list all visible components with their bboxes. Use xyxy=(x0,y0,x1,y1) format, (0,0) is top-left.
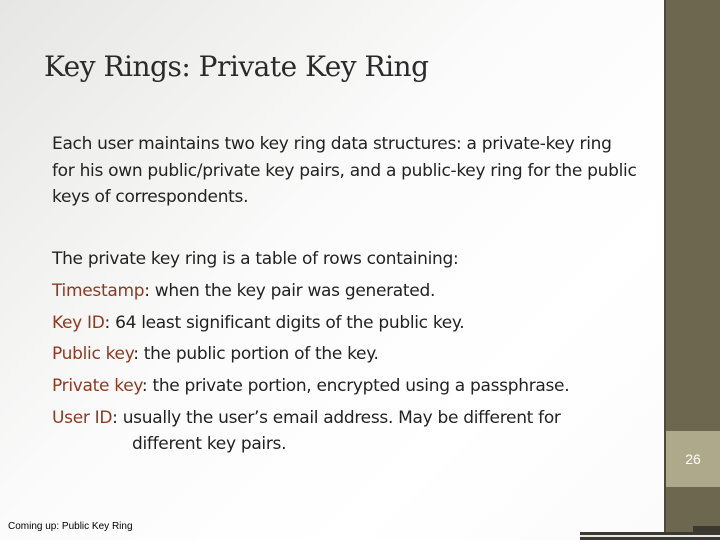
field-item-key-id xyxy=(52,310,662,337)
field-item-user-id xyxy=(52,405,662,458)
field-description: the private portion, encrypted using a passphrase. xyxy=(152,376,570,397)
bottom-accent-line xyxy=(580,535,720,537)
field-item-private-key xyxy=(52,373,662,400)
field-separator: : xyxy=(141,376,153,397)
field-separator: : xyxy=(133,344,144,365)
intro-paragraph: Each user maintains two key ring data structures: a private-key ring for his own public/private key pairs, and a public-key ring for the public keys of correspondents. xyxy=(52,134,637,207)
field-term: Private key xyxy=(52,376,142,397)
footer-next-topic: Coming up: Public Key Ring xyxy=(8,521,133,532)
field-separator: : xyxy=(112,407,123,428)
field-list xyxy=(52,278,662,463)
field-description-continued: different key pairs. xyxy=(132,434,287,455)
field-term: Public key xyxy=(52,344,134,365)
field-item-public-key xyxy=(52,341,662,368)
field-term: Key ID xyxy=(52,312,105,333)
bottom-accent-tab xyxy=(693,526,720,532)
field-term: Timestamp xyxy=(52,281,145,301)
field-description: 64 least significant digits of the public key. xyxy=(115,312,465,333)
field-description: the public portion of the key. xyxy=(143,344,379,365)
list-lead: The private key ring is a table of rows containing: xyxy=(52,249,459,269)
field-description: when the key pair was generated. xyxy=(154,281,436,301)
field-description: usually the user’s email address. May be different for xyxy=(122,407,561,428)
slide-title: Key Rings: Private Key Ring xyxy=(44,50,429,83)
field-term: User ID xyxy=(52,407,113,428)
field-item-timestamp xyxy=(52,278,662,305)
field-separator: : xyxy=(104,312,116,333)
page-number: 26 xyxy=(685,451,701,467)
field-separator: : xyxy=(144,281,155,301)
